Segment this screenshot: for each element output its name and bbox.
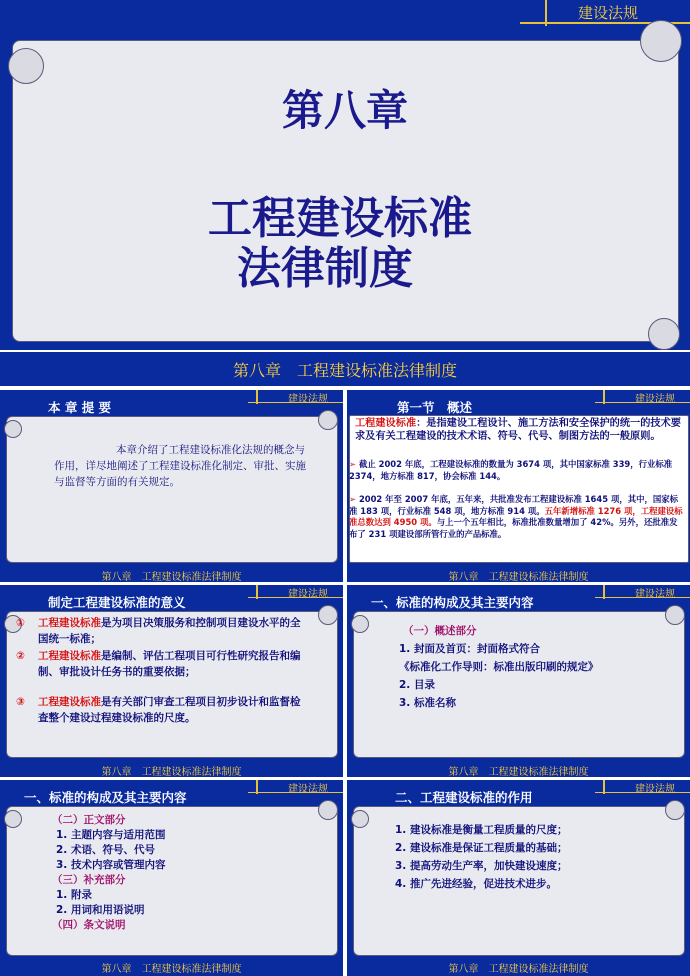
brand-label: 建设法规 — [635, 784, 675, 795]
list-item: 1. 主题内容与适用范围 — [56, 829, 166, 841]
title-line-1: 工程建设标准 — [208, 193, 472, 244]
scroll-curl — [4, 810, 22, 828]
definition-para — [355, 417, 683, 443]
slide-role — [347, 780, 690, 976]
slide-footer: 第八章 工程建设标准法律制度 — [448, 767, 589, 777]
item-number: ② — [16, 650, 25, 662]
item-term: 工程建设标准 — [38, 617, 101, 629]
brand-label: 建设法规 — [635, 394, 675, 405]
scroll-curl — [4, 420, 22, 438]
slide-overview — [347, 390, 690, 582]
list-item: 2. 目录 — [399, 679, 435, 691]
slide-title: 一、标准的构成及其主要内容 — [371, 595, 534, 610]
title-slide — [0, 0, 690, 350]
scroll-curl — [318, 410, 338, 430]
list-item — [16, 649, 306, 680]
scroll-curl — [351, 615, 369, 633]
banner-text: 第八章 工程建设标准法律制度 — [232, 361, 457, 380]
list-item: 4. 推广先进经验，促进技术进步。 — [395, 878, 557, 890]
section-heading: （四）条文说明 — [52, 919, 126, 931]
list-item: 2. 术语、符号、代号 — [56, 844, 155, 856]
section-heading: （二）正文部分 — [52, 814, 126, 826]
list-item: 3. 标准名称 — [399, 697, 456, 709]
bullet-2007 — [349, 494, 683, 540]
slide-title: 本 章 提 要 — [48, 400, 112, 415]
bullet-2002 — [349, 459, 683, 482]
brand-label: 建设法规 — [288, 784, 328, 795]
slide-footer: 第八章 工程建设标准法律制度 — [101, 964, 242, 975]
definition-text: ：是指建设工程设计、施工方法和安全保护的统一的技术要求及有关工程建设的技术术语、符号、代号、制图方法的一般原则。 — [355, 418, 681, 442]
scroll-curl — [351, 810, 369, 828]
brand-label: 建设法规 — [288, 589, 328, 600]
scroll-curl — [665, 605, 685, 625]
slide-significance — [0, 585, 343, 777]
scroll-curl-top-right — [640, 20, 682, 62]
slide-composition-1 — [347, 585, 690, 777]
scroll-curl-bottom-right — [648, 318, 680, 350]
list-item: 3. 技术内容或管理内容 — [56, 859, 166, 871]
slide-composition-2 — [0, 780, 343, 976]
slide-title: 第一节 概述 — [397, 400, 473, 415]
brand-label: 建设法规 — [288, 394, 328, 405]
slide-title: 一、标准的构成及其主要内容 — [24, 790, 187, 805]
summary-text: 本章介绍了工程建设标准化法规的概念与作用，详尽地阐述了工程建设标准化制定、审批、实施与监督等方面的有关规定。 — [54, 444, 306, 488]
slide-title: 制定工程建设标准的意义 — [48, 595, 186, 610]
chapter-heading: 第八章 — [281, 86, 408, 135]
item-term: 工程建设标准 — [38, 696, 101, 708]
item-text: 是编制、评估工程项目可行性研究报告和编制、审批设计任务书的重要依据； — [38, 650, 301, 678]
list-item — [16, 695, 306, 726]
list-item: 2. 建设标准是保证工程质量的基础； — [395, 842, 568, 854]
bullet-text: 2002 年至 2007 年底，五年来，共批准发布工程建设标准 1645 项，其中，国家标准 183 项，行业标准 548 项，地方标准 914 项。 — [349, 494, 678, 516]
list-item: 《标准化工作导则：标准出版印刷的规定》 — [399, 661, 599, 673]
list-item — [16, 616, 306, 647]
scroll-curl — [665, 800, 685, 820]
title-line-2: 法律制度 — [237, 243, 413, 294]
bullet-highlight: 五年新增标准 1276 项，工程建设标准总数达到 4950 项。 — [349, 505, 683, 528]
slide-footer: 第八章 工程建设标准法律制度 — [448, 964, 589, 975]
slide-title: 二、工程建设标准的作用 — [395, 790, 533, 805]
brand-label: 建设法规 — [635, 589, 675, 600]
item-text: 是为项目决策服务和控制项目建设水平的全国统一标准； — [38, 617, 301, 645]
defined-term: 工程建设标准 — [355, 418, 417, 429]
scroll-curl — [318, 605, 338, 625]
section-heading: （三）补充部分 — [52, 874, 126, 886]
chapter-banner — [0, 352, 690, 386]
item-number: ① — [16, 617, 25, 629]
section-heading: （一）概述部分 — [403, 625, 477, 637]
bullet-text: 与上一个五年相比，标准批准数量增加了 42%。另外，还批准发布了 231 项建设部所管行业的产品标准。 — [349, 517, 678, 539]
list-item: 3. 提高劳动生产率，加快建设速度； — [395, 860, 568, 872]
item-term: 工程建设标准 — [38, 650, 101, 662]
slide-footer: 第八章 工程建设标准法律制度 — [101, 572, 242, 582]
slide-footer: 第八章 工程建设标准法律制度 — [448, 572, 589, 582]
list-item: 2. 用词和用语说明 — [56, 904, 145, 916]
item-text: 是有关部门审查工程项目初步设计和监督检查整个建设过程建设标准的尺度。 — [38, 696, 301, 724]
list-item: 1. 建设标准是衡量工程质量的尺度； — [395, 824, 568, 836]
bullet-arrow-icon: ➢ — [349, 459, 357, 469]
item-number: ③ — [16, 696, 25, 708]
list-item: 1. 附录 — [56, 889, 92, 901]
scroll-curl — [318, 800, 338, 820]
brand-label: 建设法规 — [578, 4, 639, 22]
bullet-text: 截止 2002 年底，工程建设标准的数量为 3674 项，其中国家标准 339，行业标准 2374，地方标准 817，协会标准 144。 — [349, 459, 673, 481]
bullet-arrow-icon: ➢ — [349, 494, 357, 504]
slide-summary — [0, 390, 343, 582]
slide-footer: 第八章 工程建设标准法律制度 — [101, 767, 242, 777]
list-item: 1. 封面及首页：封面格式符合 — [399, 643, 540, 655]
